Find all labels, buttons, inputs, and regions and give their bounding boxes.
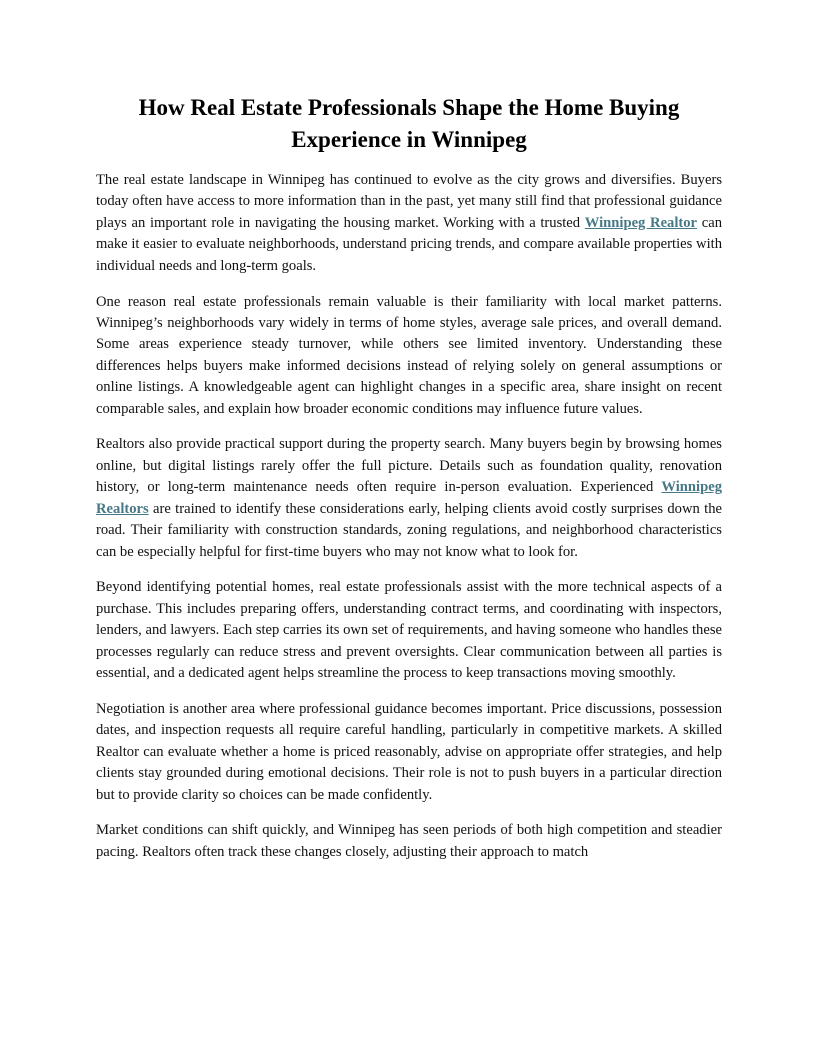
- winnipeg-realtors-link[interactable]: Winnipeg Realtors: [96, 479, 722, 517]
- paragraph-technical-aspects: Beyond identifying potential homes, real estate professionals assist with the more technical aspects of a purchase. This includes preparing offers, understanding contract terms, and coordinating with inspectors, lenders, and lawyers. Each step carries its own set of requirements, and having someone who handles these processes regularly can reduce stress and prevent oversights. Clear communication between all parties is essential, and a dedicated agent helps streamline the process to keep transactions moving smoothly.: [96, 579, 722, 682]
- paragraph-intro-text-before: The real estate landscape in Winnipeg has continued to evolve as the city grows and diversifies. Buyers today often have access to more information than in the past, yet many still find that professional guidance plays an important role in navigating the housing market. Working with a trusted: [96, 172, 722, 231]
- paragraph-intro-text-after: can make it easier to evaluate neighborhoods, understand pricing trends, and compare available properties with individual needs and long-term goals.: [96, 214, 722, 274]
- paragraph-property-search-text-after: are trained to identify these considerations early, helping clients avoid costly surprises down the road. Their familiarity with construction standards, zoning regulations, and neighborhood characteristics can be especially helpful for first-time buyers who may not know what to look for.: [96, 500, 722, 560]
- paragraph-property-search-text-before: Realtors also provide practical support during the property search. Many buyers begin by browsing homes online, but digital listings rarely offer the full picture. Details such as foundation quality, renovation history, or long-term maintenance needs often require in-person evaluation. Experienced: [96, 436, 722, 496]
- paragraph-negotiation: Negotiation is another area where professional guidance becomes important. Price discussions, possession dates, and inspection requests all require careful handling, particularly in competitive markets. A skilled Realtor can evaluate whether a home is priced reasonably, advise on appropriate offer strategies, and help clients stay grounded during emotional decisions. Their role is not to push buyers in a particular direction but to provide clarity so choices can be made confidently.: [96, 700, 722, 803]
- winnipeg-realtor-link[interactable]: Winnipeg Realtor: [584, 214, 698, 231]
- paragraph-market-conditions: Market conditions can shift quickly, and Winnipeg has seen periods of both high competition and steadier pacing. Realtors often track these changes closely, adjusting their approach to match: [96, 822, 722, 860]
- document-title: How Real Estate Professionals Shape the Home Buying Experience in Winnipeg: [138, 95, 680, 152]
- paragraph-intro: [96, 170, 722, 277]
- document-page: [96, 92, 722, 878]
- paragraph-market-patterns: One reason real estate professionals remain valuable is their familiarity with local market patterns. Winnipeg’s neighborhoods vary widely in terms of home styles, average sale prices, and overall demand. Some areas experience steady turnover, while others see limited inventory. Understanding these differences helps buyers make informed decisions instead of relying solely on general assumptions or online listings. A knowledgeable agent can highlight changes in a specific area, share insight on recent comparable sales, and explain how broader economic conditions may influence future values.: [96, 293, 722, 417]
- paragraph-property-search: [96, 434, 722, 562]
